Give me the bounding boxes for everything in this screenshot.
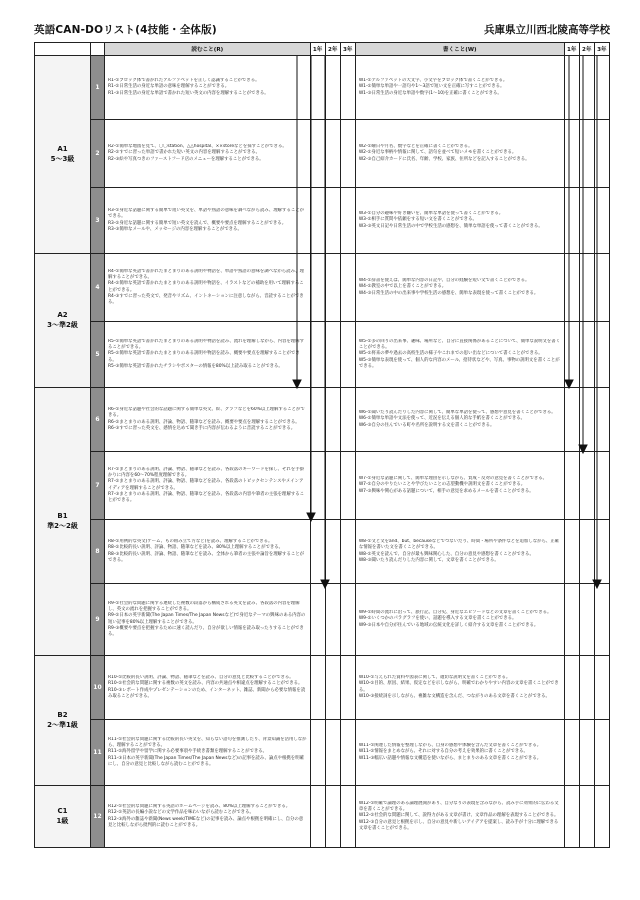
year-check-cell <box>579 322 594 388</box>
table-row <box>35 720 610 786</box>
year-check-cell <box>340 56 355 120</box>
reading-cell <box>104 584 310 656</box>
can-do-table <box>34 42 610 848</box>
year-check-cell <box>564 254 579 322</box>
row-number: 6 <box>90 388 104 452</box>
year-check-cell <box>579 584 594 656</box>
year-check-cell <box>325 254 340 322</box>
writing-cell <box>355 254 564 322</box>
writing-cell <box>355 188 564 254</box>
year-check-cell <box>310 786 325 848</box>
document-title: 英語CAN-DOリスト(4技能・全体版) <box>34 24 217 36</box>
year-check-cell <box>325 188 340 254</box>
year-check-cell <box>340 720 355 786</box>
year-check-cell <box>564 388 579 452</box>
table-row <box>35 388 610 452</box>
reading-cell <box>104 452 310 520</box>
year-check-cell <box>594 656 609 720</box>
year-check-cell <box>340 120 355 188</box>
table-row <box>35 452 610 520</box>
reading-text: R9-①社会的な問題に関する連続した複数の段落から構成される英文を読み、各段落の内容を理解し、英文の流れを把握することができる。 R9-②日本の英字新聞(The Japan Times/The Japan Newsなど)で身近なテーマの興味のある内容の短い記事を80%以上理解することができる。 R9-③概要や要点を把握するために速く読んだり、自分が欲しい情報を読み取ったりすることができる。 <box>107 601 306 637</box>
level-b2: B2 2〜準1級 <box>35 656 91 786</box>
writing-cell <box>355 452 564 520</box>
table-row <box>35 56 610 120</box>
year-check-cell <box>564 584 579 656</box>
year-check-cell <box>325 584 340 656</box>
table-row <box>35 584 610 656</box>
year-check-cell <box>579 56 594 120</box>
year-check-cell <box>579 786 594 848</box>
year-check-cell <box>564 520 579 584</box>
reading-cell <box>104 388 310 452</box>
reading-text: R7-①まとまりのある説明、評論、物語、随筆などを読み、各段落のキーワードを探し、それを手掛かりに内容を60〜70%程度理解できる。 R7-②まとまりのある説明、評論、物語、随筆などを読み、各段落のトピックセンテンスやメインアイディアを理解することができる。 R7-③まとまりのある説明、評論、物語、随筆などを読み、各段落の内容や筆者の主張を理解することができる。 <box>107 467 305 503</box>
year-check-cell <box>579 388 594 452</box>
year-check-cell <box>340 322 355 388</box>
row-number: 4 <box>90 254 104 322</box>
year-check-cell <box>594 254 609 322</box>
writing-text: W5-①多の回りの出来事、趣味、場所など、自分に直接関係があることについて、簡単な説明文を書くことができる。 W5-②将来の夢や過去の高校生活の様子やこれまでの思い出などについて書くことができる。 W5-③簡単な表現を使って、個人的な内容のメール、招待状などや、写真、事物の説明文を書くことができる。 <box>358 339 561 369</box>
writing-text: W2-①曜日や月名、数字などを正確に書くことができる。 W2-②身近な事柄や情報に関して、語句を並べて短いメモを書くことができる。 W2-③自己紹介カードに氏名、年齢、学校、家族、住所などを記入することができる。 <box>358 144 530 162</box>
row-number: 5 <box>90 322 104 388</box>
year-check-cell <box>594 786 609 848</box>
writing-cell <box>355 656 564 720</box>
year-check-cell <box>594 452 609 520</box>
row-number: 1 <box>90 56 104 120</box>
year-check-cell <box>594 720 609 786</box>
writing-text: W7-①身近な話題に関して、簡単な理由を示しながら、賛成・反対の意見を書くことができる。 W7-②自分のやりたいことや学びたいことの志望動機や説明文を書くことができる。 W7-③興味や関心がある話題について、相手の意見を求めるメールを書くことができる。 <box>358 476 548 494</box>
reading-text: R11-①社会的な問題に関する比較的長い英文を、知らない語句を推測したり、背景知識を活用しながら、理解することができる。 R11-②海外留学や留学に関する必要事項や手続き書類を理解することができる。 R11-③日本の英字新聞(The Japan Times/The Japan Newsなど)の記事を読み、論点や根拠を明確にし、自分の意見と比較しながら読むことができる。 <box>107 737 307 767</box>
year-check-cell <box>310 520 325 584</box>
year-check-cell <box>564 656 579 720</box>
year-check-cell <box>340 584 355 656</box>
year-check-cell <box>594 322 609 388</box>
reading-text: R1-①ブロック体で書かれたアルファベットを正しく認識することができる。 R1-②日常生活の身近な単語の意味を理解することができる。 R1-③日常生活の身近な単語で書かれた短い英文の内容を理解することができる。 <box>107 78 269 96</box>
year-check-cell <box>310 56 325 120</box>
year-check-cell <box>594 56 609 120</box>
writing-text: W10-①与えられた資料や図表に関して、適切な説明文を書くことができる。 W10-②目的、原因、結果、仮定などを示しながら、明確でわかりやすい内容の文章を書くことができる。 W10-③接続詞を示しながら、複雑な文構造を含んだ、つながりのある文章を書くことができる。 <box>358 675 559 699</box>
year-check-cell <box>310 388 325 452</box>
reading-text: R6-①身近な話題や社会的な話題に関する簡単な英文、絵、グラフなどを60%以上理解することができる。 R6-②まとまりのある説明、評論、物語、随筆などを読み、概要や要点を理解することができる。 R6-③すでに習った英文を、感情を込めて聞き手に内容が伝わるように音読することができる。 <box>107 407 305 431</box>
year-check-cell <box>579 520 594 584</box>
row-number: 2 <box>90 120 104 188</box>
reading-text: R2-①簡単な地図を見て、〇〇station、△△hospital、××storeなどを探すことができる。 R2-②すでに習った単語で書かれた短い英文の内容を理解することができる。 R2-③絵や写真つきのファーストフード店のメニューを理解することができる。 <box>107 144 287 162</box>
year-check-cell <box>310 452 325 520</box>
year-check-cell <box>325 56 340 120</box>
school-name: 兵庫県立川西北陵高等学校 <box>484 24 610 36</box>
year-check-cell <box>594 584 609 656</box>
writing-text: W9-①時間の流れに沿って、旅行記、自分史、身近なエピソードなどの文章を書くことができる。 W9-②いくつかのパラグラフを使い、話題を導入する文章を書くことができる。 W9-③日本や自分が住んでいる地域の伝統文化を詳しく紹介する文章を書くことができる。 <box>358 610 552 628</box>
reading-text: R3-①身近な話題に関する簡単で短い英文を、単語や熟語の意味を調べながら読み、理解することができる。 R3-②身近な話題に関する簡単で短い英文を読んで、概要や要点を理解することができる。 R3-③簡単なメールや、メッセージの内容を理解することができる。 <box>107 208 305 232</box>
year-check-cell <box>340 520 355 584</box>
year-check-cell <box>325 388 340 452</box>
writing-cell <box>355 322 564 388</box>
level-a1: A1 5〜3級 <box>35 56 91 254</box>
header-reading-year1: 1年 <box>310 43 325 56</box>
year-check-cell <box>340 188 355 254</box>
header-num-blank <box>90 43 104 56</box>
year-check-cell <box>564 188 579 254</box>
year-check-cell <box>579 120 594 188</box>
level-a2: A2 3〜準2級 <box>35 254 91 388</box>
reading-cell <box>104 786 310 848</box>
reading-text: R10-①比較的長い説明、評論、物語、随筆などを読み、自分の意見と比較することができる。 R10-②社会的な問題に関する複数の英文を読み、内容の共通点や相違点を理解することができる。 R10-③レポート作成やプレゼンテーションのため、インターネット、雑誌、新聞から必要な情報を読み取ることができる。 <box>107 675 306 699</box>
header-reading-year3: 3年 <box>340 43 355 56</box>
year-check-cell <box>594 520 609 584</box>
year-check-cell <box>579 188 594 254</box>
year-check-cell <box>310 188 325 254</box>
row-number: 10 <box>90 656 104 720</box>
writing-cell <box>355 584 564 656</box>
year-check-cell <box>340 452 355 520</box>
reading-cell <box>104 322 310 388</box>
table-row <box>35 520 610 584</box>
year-check-cell <box>564 120 579 188</box>
year-check-cell <box>340 656 355 720</box>
reading-cell <box>104 656 310 720</box>
header-writing-year3: 3年 <box>594 43 609 56</box>
reading-cell <box>104 254 310 322</box>
reading-cell <box>104 188 310 254</box>
year-check-cell <box>594 188 609 254</box>
table-row <box>35 656 610 720</box>
year-check-cell <box>579 720 594 786</box>
year-check-cell <box>340 388 355 452</box>
year-check-cell <box>325 520 340 584</box>
year-check-cell <box>325 120 340 188</box>
row-number: 7 <box>90 452 104 520</box>
reading-text: R4-①簡単な英語で書かれたまとまりのある説明や物語を、単語や熟語の意味を調べながら読み、理解することができる。 R4-②簡単な英語で書かれたまとまりのある説明や物語を、イラストなどの補助を用いて理解することができる。 R4-③すでに習った英文で、発音やリズム、イントネーションに注意しながら、音読することができる。 <box>107 269 305 305</box>
year-check-cell <box>325 322 340 388</box>
header-writing-year1: 1年 <box>564 43 579 56</box>
year-check-cell <box>310 120 325 188</box>
writing-text: W8-①文と文をand、but、becauseなどでつないだり、時間・場所や条件などを追加しながら、正確な情報を書いた文を書くことができる。 W8-②英文を読んで、自分が最も興味関心した、自分の意見や感想を書くことができる。 W8-③聞いたり読んだりした内容に関して、文章を書くことができる。 <box>358 539 560 563</box>
table-row <box>35 188 610 254</box>
year-check-cell <box>564 786 579 848</box>
year-check-cell <box>310 656 325 720</box>
row-number: 11 <box>90 720 104 786</box>
year-check-cell <box>340 254 355 322</box>
year-check-cell <box>310 322 325 388</box>
row-number: 12 <box>90 786 104 848</box>
reading-cell <box>104 720 310 786</box>
writing-text: W6-①聞いたり読んだりした内容に関して、簡単な単語を使って、感想や意見を書くことができる。 W6-②簡単な単語や文法を使って、近況を伝える個人的な手紙を書くことができる。 W6-③自分の住んでいる町や名所を説明する文を書くことができる。 <box>358 410 556 428</box>
year-check-cell <box>594 388 609 452</box>
header-blank <box>35 43 91 56</box>
table-header-row <box>35 43 610 56</box>
writing-text: W4-①辞書を使えば、簡単な内容の日記や、自分の経験を短い文で書くことができる。 W4-②教室の中で以上を書くことができる。 W4-③日常生活の中の出来事や学校生活の感想を、簡単な表現を使って書くことができる。 <box>358 278 539 296</box>
year-check-cell <box>579 656 594 720</box>
table-row <box>35 786 610 848</box>
header-writing-year2: 2年 <box>579 43 594 56</box>
year-check-cell <box>340 786 355 848</box>
year-check-cell <box>564 56 579 120</box>
row-number: 3 <box>90 188 104 254</box>
year-check-cell <box>564 452 579 520</box>
table-row <box>35 254 610 322</box>
reading-text: R12-①社会的な問題に関する英語のホームページを読み、80%以上理解することができる。 R12-②英語の長編小説などの文学作品を味わいながら読むことができる。 R12-③海外の雑誌や新聞(News week/TIMEなど)の記事を読み、論点や根拠を明確にし、自分の意見と比較しながら批判的に読むことができる。 <box>107 804 304 828</box>
writing-cell <box>355 56 564 120</box>
year-check-cell <box>594 120 609 188</box>
writing-cell <box>355 520 564 584</box>
year-check-cell <box>325 720 340 786</box>
reading-cell <box>104 56 310 120</box>
writing-text: W12-①明確で論理のある論理展開があり、自分なりの表現を含みながら、読み手に効果的に伝わる文章を書くことができる。 W12-②社会的な問題に関して、説得力がある文章が書け、文章作品の理解を表現することができる。 W12-③自分の意見と根拠を示し、自分の意見や新しいアイデアを提案し、読み手が十分に理解できる文章を書くことができる。 <box>358 801 559 831</box>
year-check-cell <box>325 452 340 520</box>
writing-text: W11-①関連した情報を整理しながら、自身の感想や体験を含んだ文章を書くことができる。 W11-②情報をまとめながら、それに対する自分の考えを効果的に書くことができる。 W11-③幅広い話題や情報な文構造を使いながら、まとまりのある文章を書くことができる。 <box>358 743 542 761</box>
year-check-cell <box>325 656 340 720</box>
reading-text: R5-①簡単な英語で書かれたまとまりのある説明や物語を読み、流れを理解しながら、内容を理解することができる。 R5-②簡単な英語で書かれたまとまりのある説明や物語を読み、概要や要点を理解することができる。 R5-③簡単な英語で書かれたチラシやポスターの情報を80%以上読み取ることができる。 <box>107 339 305 369</box>
table-row <box>35 120 610 188</box>
header-writing: 書くこと(W) <box>355 43 564 56</box>
writing-cell <box>355 786 564 848</box>
writing-cell <box>355 120 564 188</box>
level-b1: B1 準2〜2級 <box>35 388 91 656</box>
year-check-cell <box>310 584 325 656</box>
reading-cell <box>104 120 310 188</box>
header-reading-year2: 2年 <box>325 43 340 56</box>
writing-text: W3-①自分の趣味や好き嫌いを、簡単な単語を使って書くことができる。 W3-②相手に質問や依頼をする短い文を書くことができる。 W3-③英文日記や日常生活の中で学校生活の感想を、簡単な単語を使って書くことができる。 <box>358 211 543 229</box>
writing-cell <box>355 720 564 786</box>
row-number: 9 <box>90 584 104 656</box>
document-header <box>34 22 610 38</box>
reading-cell <box>104 520 310 584</box>
writing-cell <box>355 388 564 452</box>
header-reading: 読むこと(R) <box>104 43 310 56</box>
year-check-cell <box>579 452 594 520</box>
table-row <box>35 322 610 388</box>
year-check-cell <box>325 786 340 848</box>
row-number: 8 <box>90 520 104 584</box>
year-check-cell <box>579 254 594 322</box>
writing-text: W1-①アルファベットの大文字、小文字をブロック体で書くことができる。 W1-②簡単な単語や一語句や1〜3語で短い文を正確に写すことができる。 W1-③日常生活の身近な単語や数字(1〜10)を正確に書くことができる。 <box>358 78 508 96</box>
reading-text: R8-①用例的な英文(ゲーム、もの組み立て方など)を読み、理解することができる。 R8-②比較的長い説明、評論、物語、随筆などを読み、80%以上理解することができる。 R8-③比較的長い説明、評論、物語、随筆などを読み、全体から筆者の主張や論旨を理解することができる。 <box>107 539 305 563</box>
year-check-cell <box>310 720 325 786</box>
level-c1: C1 1級 <box>35 786 91 848</box>
year-check-cell <box>564 720 579 786</box>
year-check-cell <box>564 322 579 388</box>
year-check-cell <box>310 254 325 322</box>
